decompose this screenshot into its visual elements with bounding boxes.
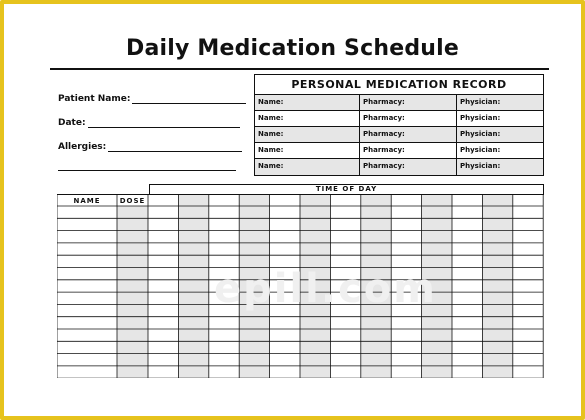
patient-name-field[interactable] <box>58 94 246 104</box>
record-rows <box>255 95 543 175</box>
record-pharmacy-cell[interactable]: Pharmacy: <box>360 143 457 158</box>
record-pharmacy-cell[interactable]: Pharmacy: <box>360 95 457 110</box>
dose-column-shade <box>117 194 148 378</box>
allergies-field[interactable] <box>58 142 242 152</box>
time-of-day-header: TIME OF DAY <box>149 184 544 195</box>
record-pharmacy-cell[interactable]: Pharmacy: <box>360 127 457 142</box>
record-title: PERSONAL MEDICATION RECORD <box>255 75 543 95</box>
time-column-shade <box>482 194 512 378</box>
title-rule <box>50 68 549 70</box>
record-pharmacy-cell[interactable]: Pharmacy: <box>360 111 457 126</box>
record-physician-cell[interactable]: Physician: <box>460 98 501 106</box>
date-line <box>88 118 240 128</box>
dose-header: DOSE <box>119 197 146 205</box>
record-name-cell[interactable]: Name: <box>255 95 360 110</box>
allergies-label: Allergies: <box>58 142 107 152</box>
time-column-shade <box>178 194 208 378</box>
page-title: Daily Medication Schedule <box>125 36 459 61</box>
record-row <box>255 143 543 159</box>
record-name-cell[interactable]: Name: <box>255 111 360 126</box>
allergies-line <box>108 142 242 152</box>
record-name-cell[interactable]: Name: <box>255 127 360 142</box>
watermark: epill.com <box>214 266 437 312</box>
record-name-cell[interactable]: Name: <box>255 159 360 175</box>
patient-name-label: Patient Name: <box>58 94 131 104</box>
record-row <box>255 159 543 175</box>
record-physician-cell[interactable]: Physician: <box>460 130 501 138</box>
record-physician-cell[interactable]: Physician: <box>460 146 501 154</box>
record-name-cell[interactable]: Name: <box>255 143 360 158</box>
record-physician-cell[interactable]: Physician: <box>460 162 501 170</box>
extra-line <box>58 170 236 171</box>
patient-name-line <box>132 94 246 104</box>
name-header: NAME <box>73 197 101 205</box>
record-physician-cell[interactable]: Physician: <box>460 114 501 122</box>
personal-medication-record <box>254 74 544 176</box>
record-pharmacy-cell[interactable]: Pharmacy: <box>360 159 457 175</box>
record-row <box>255 111 543 127</box>
date-field[interactable] <box>58 118 240 128</box>
record-row <box>255 127 543 143</box>
date-label: Date: <box>58 118 86 128</box>
record-row <box>255 95 543 111</box>
